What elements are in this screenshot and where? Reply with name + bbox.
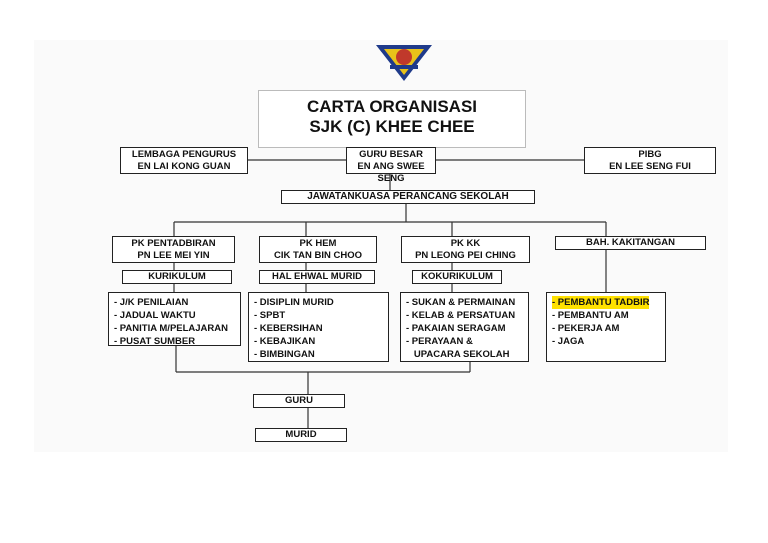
pk-hem-box bbox=[259, 236, 377, 263]
list-item: - PEKERJA AM bbox=[552, 323, 620, 334]
lembaga-role: LEMBAGA PENGURUS bbox=[131, 149, 237, 160]
pibg-role: PIBG bbox=[638, 149, 662, 160]
list-item: - PANITIA M/PELAJARAN bbox=[114, 323, 228, 334]
committee-label: JAWATANKUASA PERANCANG SEKOLAH bbox=[307, 191, 509, 202]
kurikulum-box bbox=[122, 270, 232, 284]
kurikulum-label: KURIKULUM bbox=[148, 271, 206, 282]
title-line-2: SJK (C) KHEE CHEE bbox=[309, 117, 475, 136]
pk-kk-role: PK KK bbox=[450, 238, 481, 249]
kokurikulum-box bbox=[412, 270, 502, 284]
kakitangan-list bbox=[546, 292, 666, 362]
pk-kk-name: PN LEONG PEI CHING bbox=[415, 250, 516, 261]
list-item: - SPBT bbox=[254, 310, 286, 321]
list-item: - KELAB & PERSATUAN bbox=[406, 310, 516, 321]
guru-label: GURU bbox=[285, 395, 313, 406]
school-crest-icon bbox=[374, 43, 434, 83]
list-item: - JAGA bbox=[552, 336, 585, 347]
list-item: - SUKAN & PERMAINAN bbox=[406, 297, 516, 308]
title-line-1: CARTA ORGANISASI bbox=[307, 97, 477, 116]
guru-besar-name: EN ANG SWEE SENG bbox=[357, 161, 425, 184]
list-item: - PERAYAAN & bbox=[406, 336, 473, 347]
kokurikulum-list bbox=[400, 292, 529, 362]
lembaga-pengurus-box bbox=[120, 147, 248, 174]
murid-label: MURID bbox=[285, 429, 317, 440]
list-item: - KEBERSIHAN bbox=[254, 323, 323, 334]
list-item: - PAKAIAN SERAGAM bbox=[406, 323, 506, 334]
hal-ehwal-murid-list bbox=[248, 292, 389, 362]
list-item: - JADUAL WAKTU bbox=[114, 310, 196, 321]
list-item: - PEMBANTU AM bbox=[552, 310, 629, 321]
pk-kk-box bbox=[401, 236, 530, 263]
list-item-highlighted: - PEMBANTU TADBIR bbox=[552, 297, 650, 308]
pk-hem-role: PK HEM bbox=[299, 238, 337, 249]
murid-box bbox=[255, 428, 347, 442]
bah-kakitangan-box bbox=[555, 236, 706, 250]
list-item: - J/K PENILAIAN bbox=[114, 297, 189, 308]
guru-besar-role: GURU BESAR bbox=[359, 149, 423, 160]
pibg-box bbox=[584, 147, 716, 174]
chart-title bbox=[258, 90, 526, 148]
hal-ehwal-murid-label: HAL EHWAL MURID bbox=[272, 271, 362, 282]
guru-box bbox=[253, 394, 345, 408]
list-item: - BIMBINGAN bbox=[254, 349, 315, 360]
pk-pentadbiran-box bbox=[112, 236, 235, 263]
kokurikulum-label: KOKURIKULUM bbox=[421, 271, 493, 282]
list-item: - DISIPLIN MURID bbox=[254, 297, 334, 308]
lembaga-name: EN LAI KONG GUAN bbox=[137, 161, 231, 172]
list-item: UPACARA SEKOLAH bbox=[406, 349, 510, 360]
pk-hem-name: CIK TAN BIN CHOO bbox=[274, 250, 362, 261]
guru-besar-box bbox=[346, 147, 436, 184]
list-item: - PUSAT SUMBER bbox=[114, 336, 196, 347]
list-item: - KEBAJIKAN bbox=[254, 336, 316, 347]
bah-kakitangan-role: BAH. KAKITANGAN bbox=[585, 237, 675, 248]
pk-pentadbiran-role: PK PENTADBIRAN bbox=[131, 238, 216, 249]
kurikulum-list bbox=[108, 292, 241, 346]
pibg-name: EN LEE SENG FUI bbox=[609, 161, 691, 172]
committee-box bbox=[281, 190, 535, 204]
hal-ehwal-murid-box bbox=[259, 270, 375, 284]
pk-pentadbiran-name: PN LEE MEI YIN bbox=[137, 250, 210, 261]
